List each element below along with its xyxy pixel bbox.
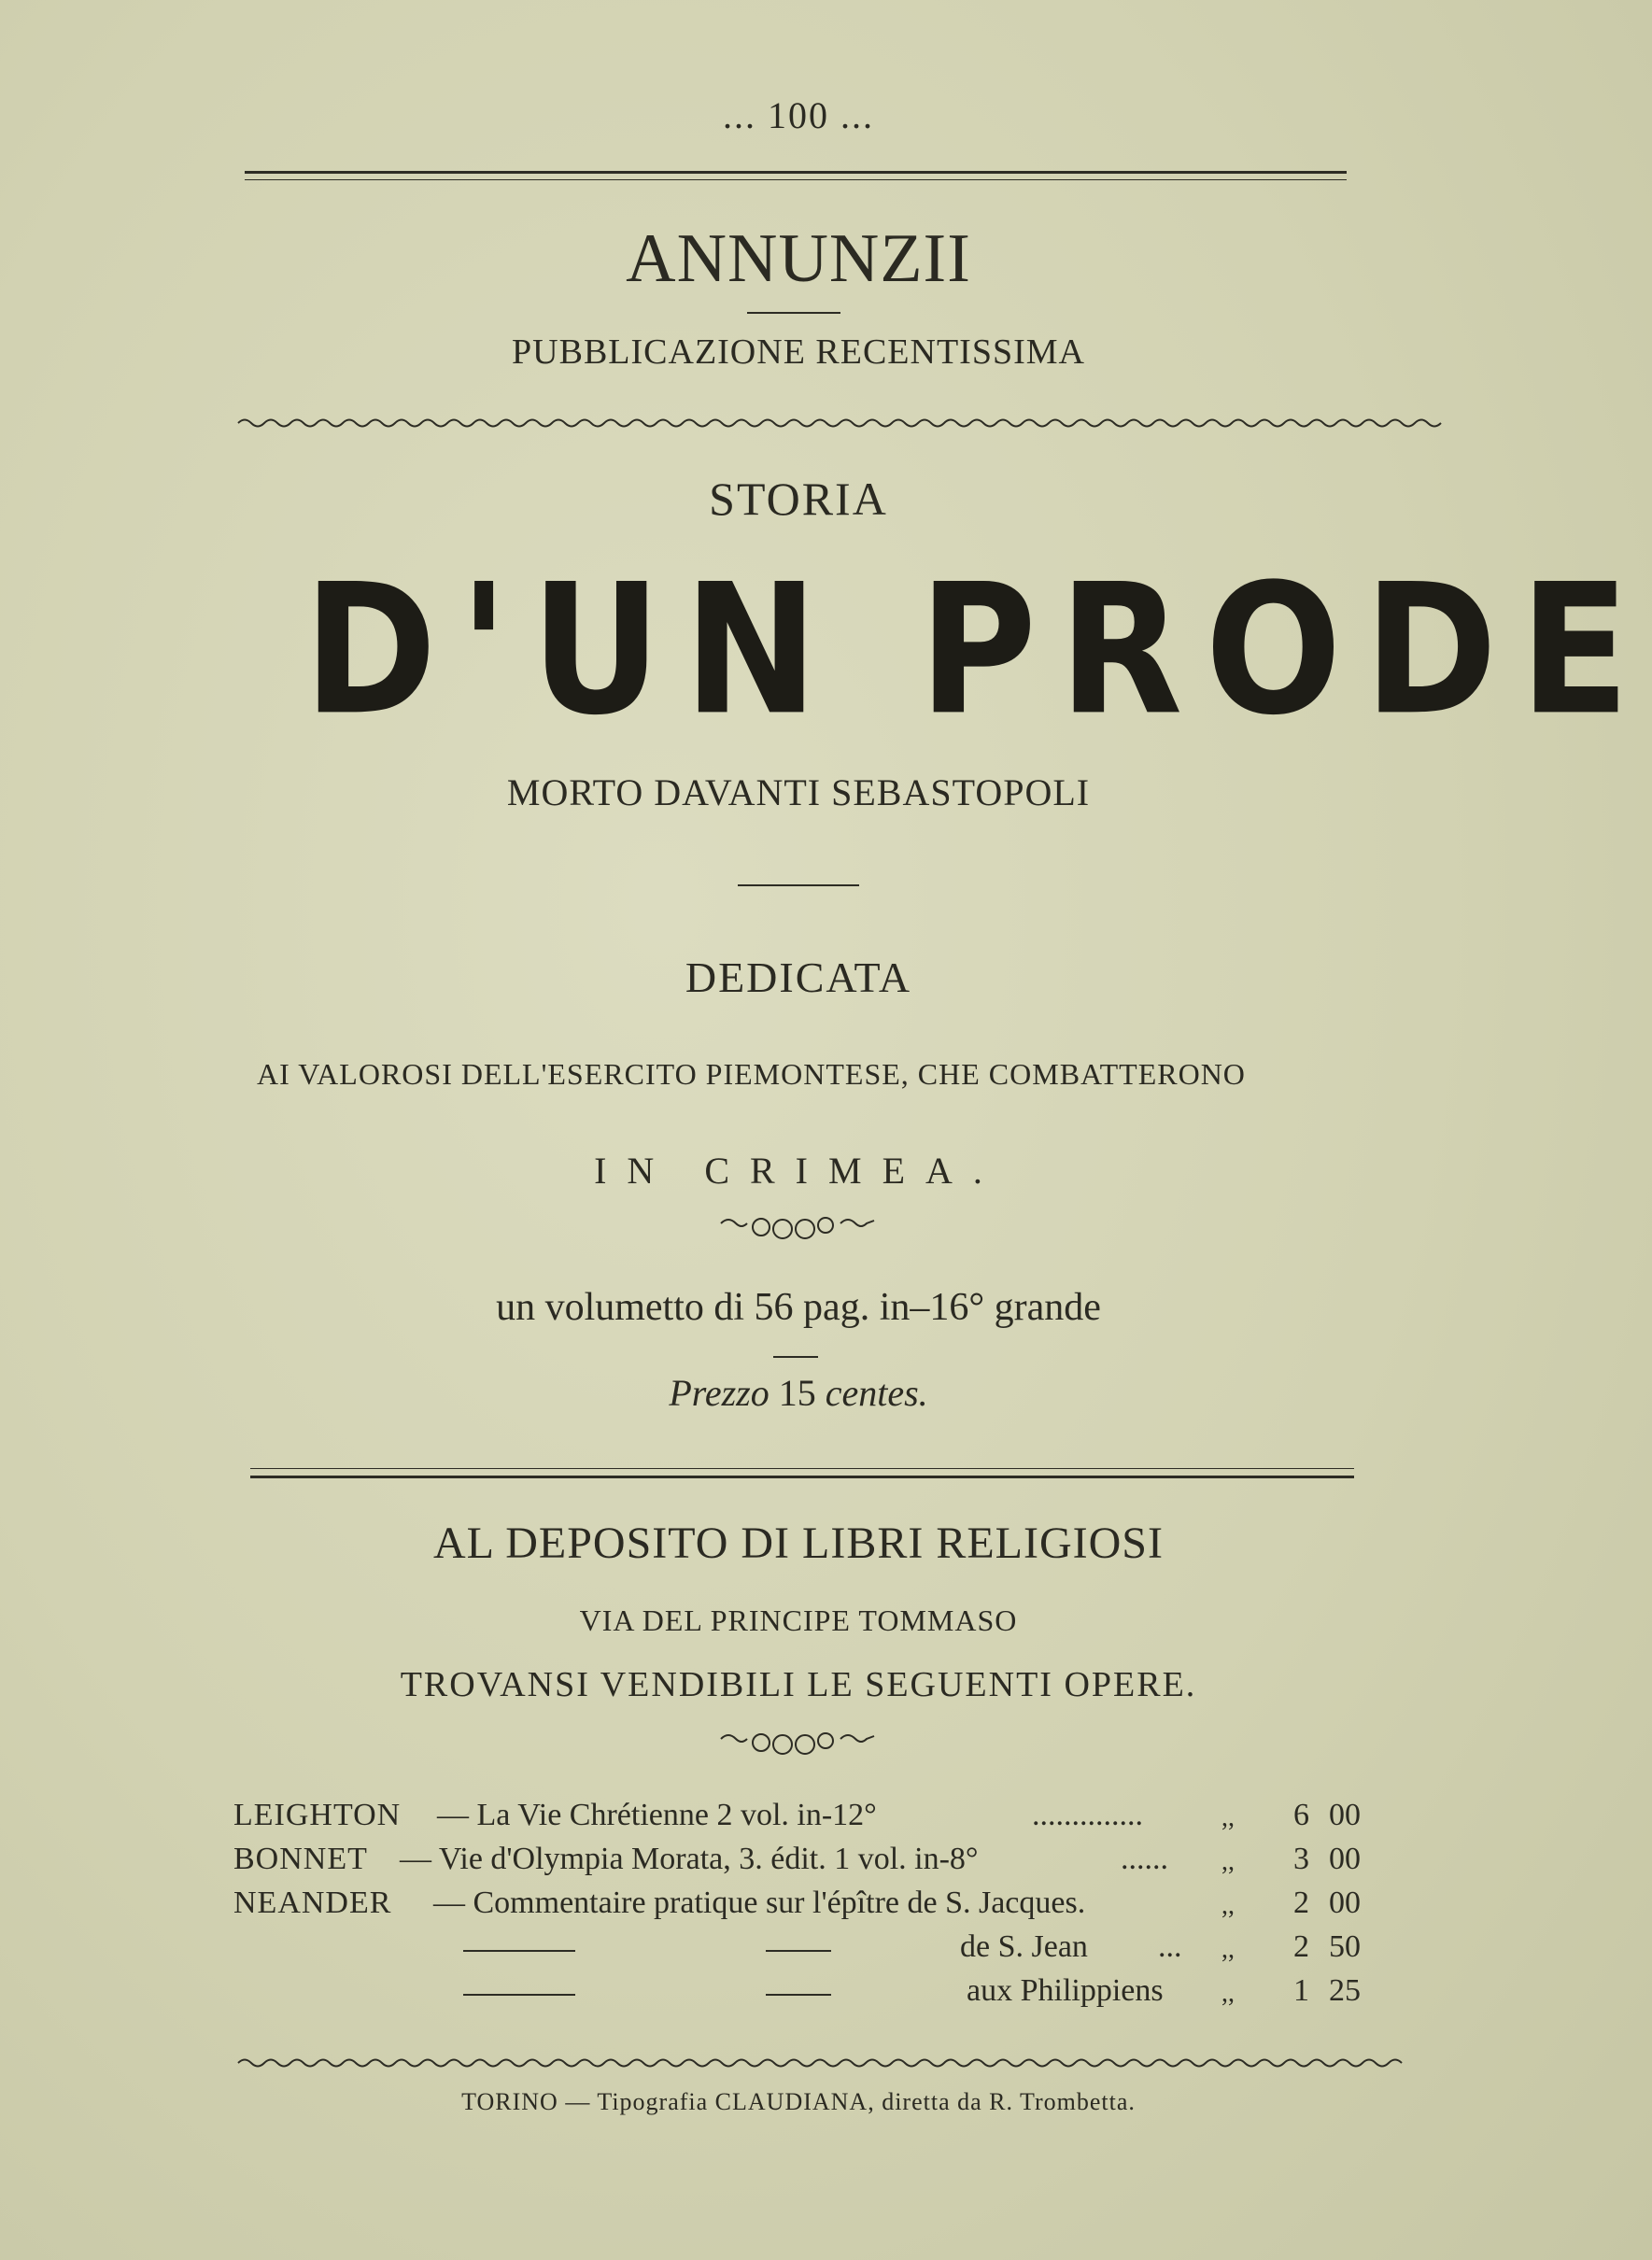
listing-row (233, 1798, 1361, 1839)
listing-ditto: ,, (1221, 1891, 1235, 1920)
depot-intro: TROVANSI VENDIBILI LE SEGUENTI OPERE. (400, 1665, 1197, 1704)
listing-row (233, 1842, 1361, 1883)
listing-price-cent: 50 (1329, 1929, 1361, 1964)
listing-price-lire: 3 (1293, 1842, 1309, 1876)
heading: ANNUNZII (626, 220, 971, 297)
wavy-divider-top (238, 417, 1340, 430)
listing-price-cent: 00 (1329, 1842, 1361, 1876)
price-unit: centes. (825, 1372, 928, 1414)
listing-price-lire: 1 (1293, 1973, 1309, 2008)
listing-price-cent: 25 (1329, 1973, 1361, 2008)
subheading: PUBBLICAZIONE RECENTISSIMA (512, 332, 1085, 372)
page-number: ... 100 ... (723, 94, 874, 136)
ditto-dash (766, 1994, 831, 1996)
wavy-divider-bottom (238, 2056, 1349, 2069)
top-rule-thin (245, 179, 1347, 180)
price-rule (773, 1356, 818, 1358)
book-price (0, 1371, 1597, 1415)
ornament-icon (719, 1210, 878, 1244)
listing-dots: .............. (1032, 1798, 1143, 1832)
dedication-place: IN CRIMEA. (594, 1150, 1003, 1192)
depot-title: AL DEPOSITO DI LIBRI RELIGIOSI (433, 1518, 1164, 1568)
ditto-dash (766, 1950, 831, 1952)
listing-title: aux Philippiens (967, 1973, 1164, 2008)
mid-rule-thick (250, 1476, 1354, 1478)
listing-price-lire: 2 (1293, 1929, 1309, 1964)
ornament-icon-2 (719, 1726, 878, 1759)
listing-ditto: ,, (1221, 1979, 1235, 2008)
listing-author: NEANDER (233, 1886, 392, 1920)
listing-row (233, 1973, 1361, 2014)
section-rule (738, 884, 859, 886)
listing-author: BONNET (233, 1842, 368, 1876)
listing-dots: ...... (1121, 1842, 1168, 1876)
mid-rule-thin (250, 1468, 1354, 1469)
dedication-title: DEDICATA (685, 953, 912, 1001)
listing-ditto: ,, (1221, 1803, 1235, 1832)
top-rule-thick (245, 171, 1347, 174)
book-pre-title: STORIA (709, 473, 888, 525)
listing-price-lire: 6 (1293, 1798, 1309, 1832)
listing-row (233, 1886, 1361, 1927)
book-format: un volumetto di 56 pag. in–16° grande (496, 1286, 1101, 1329)
price-value: 15 (778, 1372, 816, 1414)
book-subtitle: MORTO DAVANTI SEBASTOPOLI (506, 771, 1091, 813)
listing-price-lire: 2 (1293, 1886, 1309, 1920)
dedication-line: AI VALOROSI DELL'ESERCITO PIEMONTESE, CHE COMBATTERONO (257, 1057, 1246, 1091)
listing-title: — La Vie Chrétienne 2 vol. in-12° (437, 1798, 877, 1832)
listing-ditto: ,, (1221, 1935, 1235, 1964)
book-title: D'UN PRODE (304, 544, 1652, 756)
ditto-dash (463, 1994, 575, 1996)
listing-title: — Vie d'Olympia Morata, 3. édit. 1 vol. in-8° (400, 1842, 979, 1876)
depot-address: VIA DEL PRINCIPE TOMMASO (579, 1603, 1018, 1637)
listing-price-cent: 00 (1329, 1886, 1361, 1920)
ditto-dash (463, 1950, 575, 1952)
heading-underline (747, 312, 840, 314)
listing-price-cent: 00 (1329, 1798, 1361, 1832)
footer-imprint: TORINO — Tipografia CLAUDIANA, diretta da R. Trombetta. (461, 2088, 1136, 2115)
listing-dots: ... (1158, 1929, 1182, 1964)
listing-title: — Commentaire pratique sur l'épître de S. Jacques. (433, 1886, 1086, 1920)
price-label: Prezzo (669, 1372, 770, 1414)
listing-ditto: ,, (1221, 1847, 1235, 1876)
listing-title: de S. Jean (960, 1929, 1088, 1964)
listing-author: LEIGHTON (233, 1798, 402, 1832)
listing-row (233, 1929, 1361, 1970)
